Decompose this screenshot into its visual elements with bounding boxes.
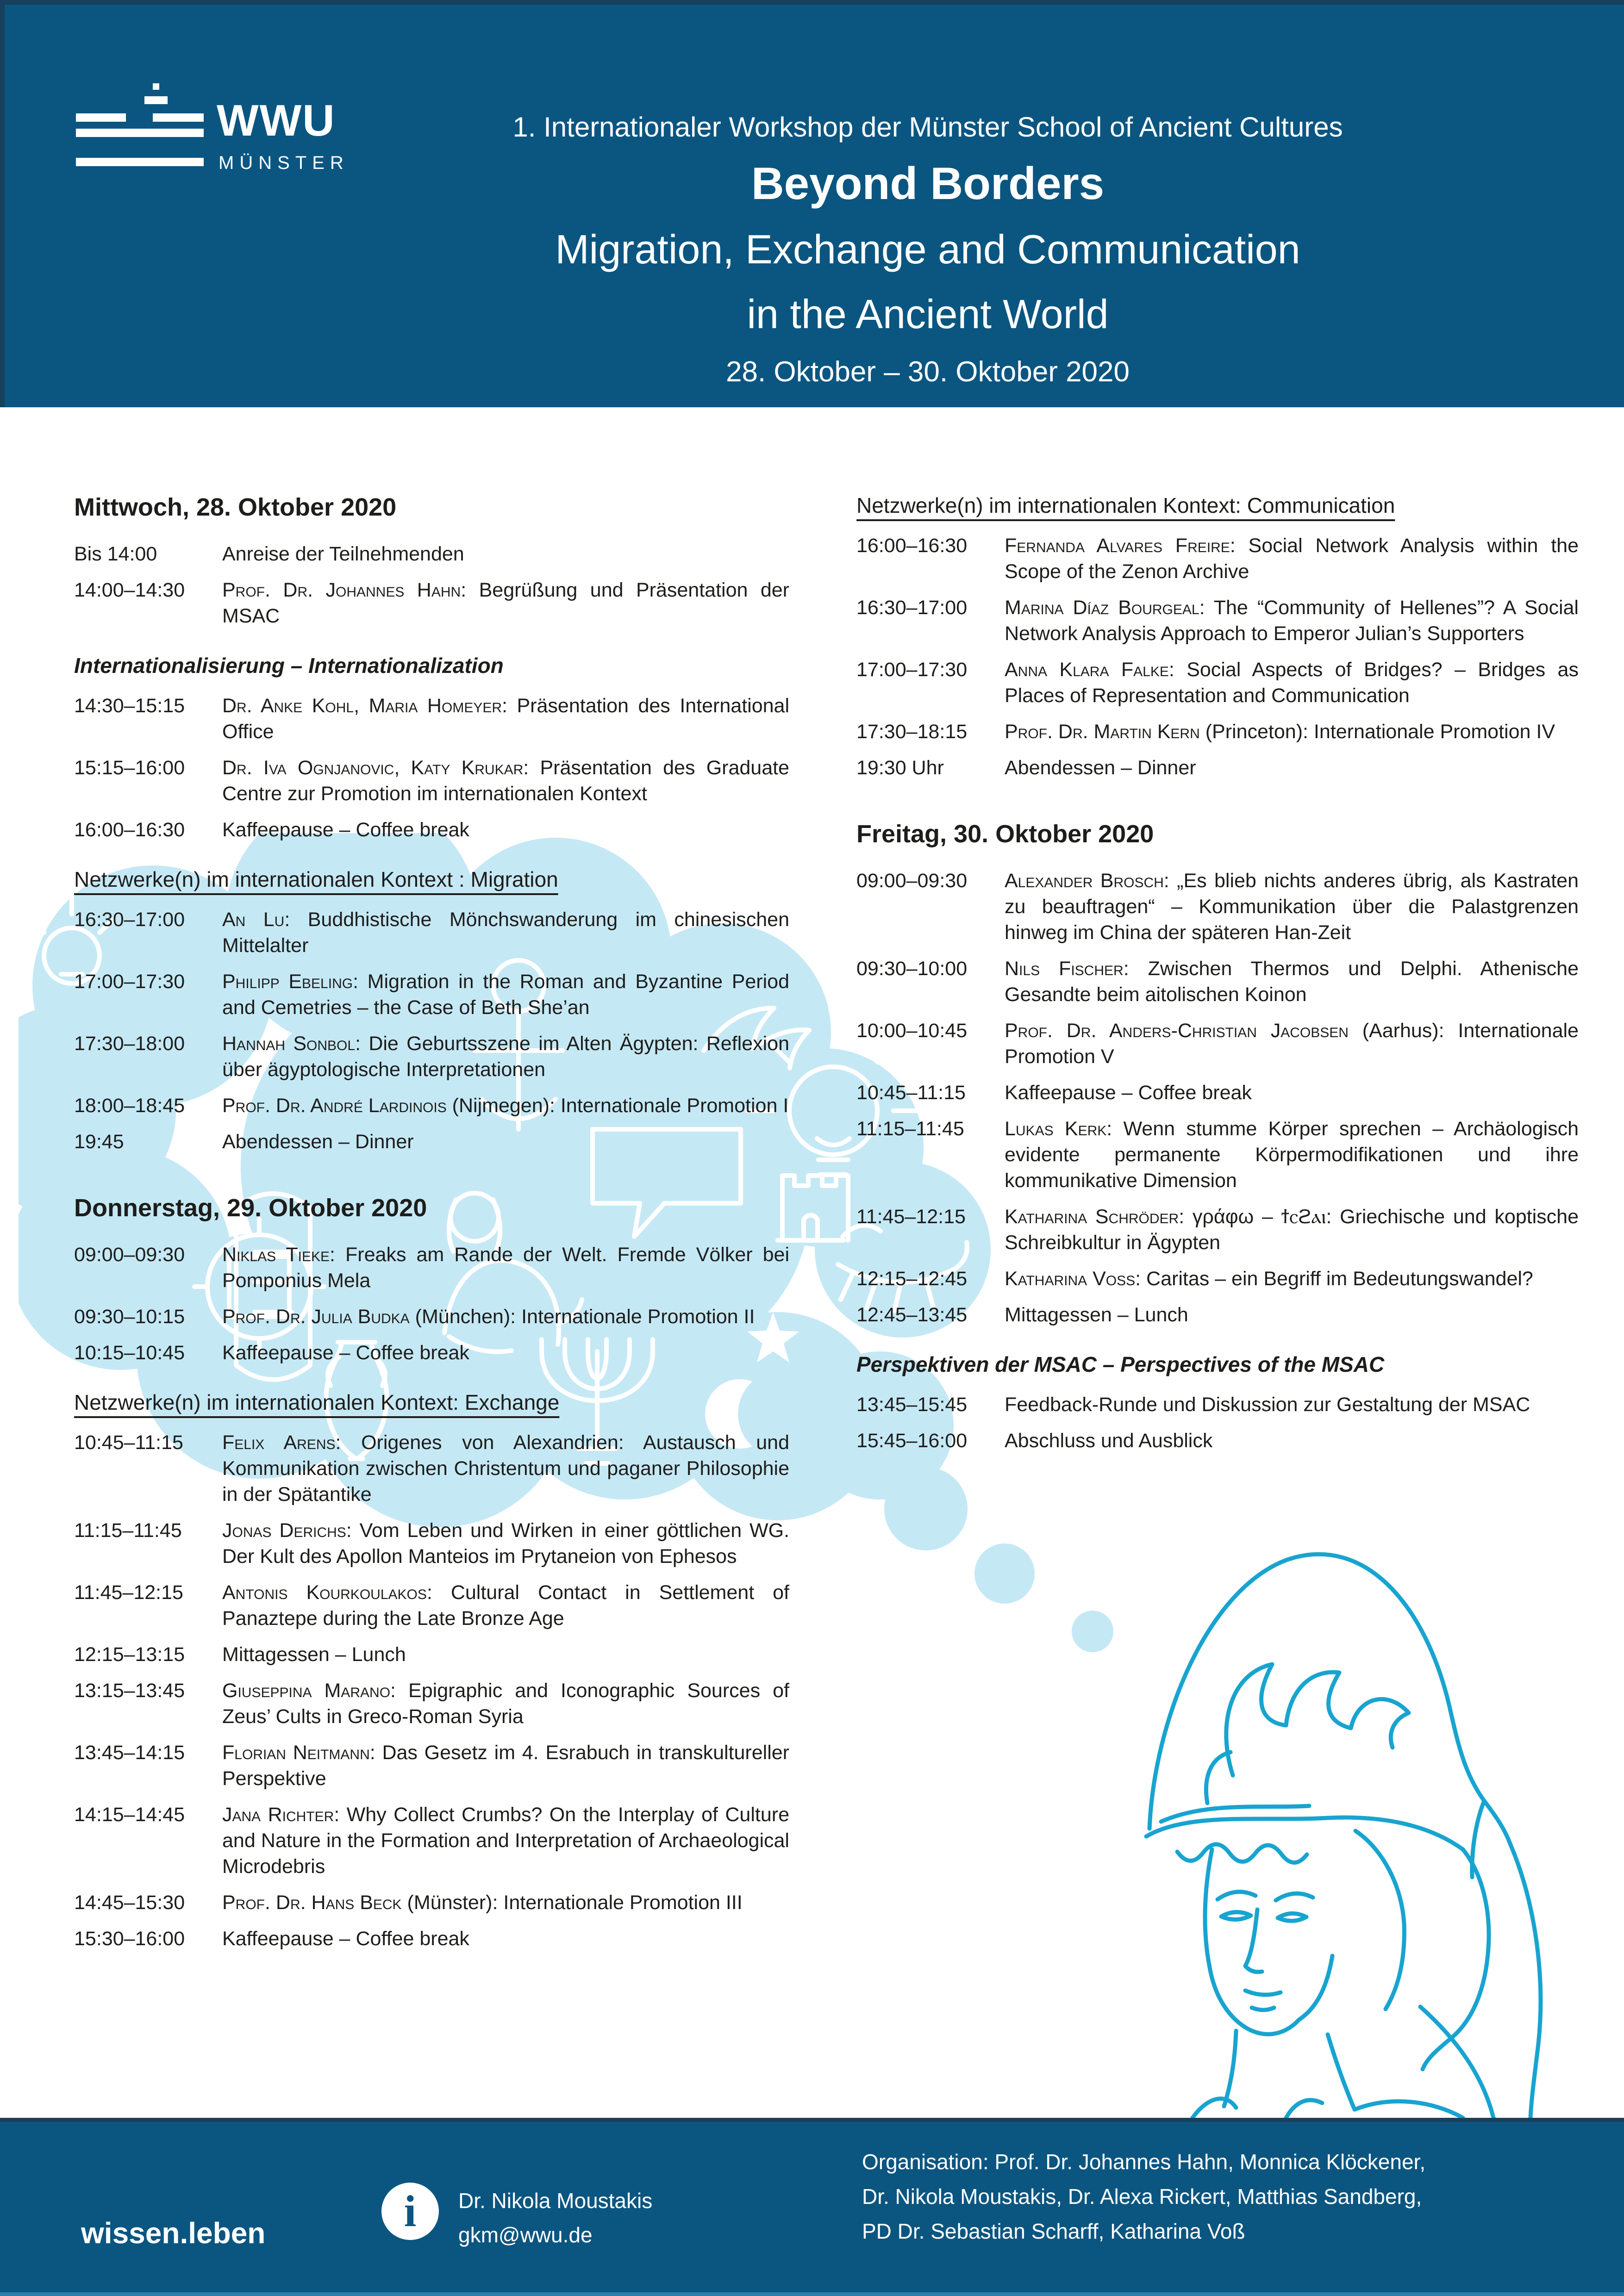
athena-line-drawing <box>1068 1525 1624 2118</box>
schedule-event <box>856 1266 1579 1292</box>
event-description: Giuseppina Marano: Epigraphic and Iconographic Sources of Zeus’ Cults in Greco-Roman Syria <box>222 1680 789 1728</box>
event-description: Abschluss und Ausblick <box>1005 1430 1213 1452</box>
workshop-series-line: 1. Internationaler Workshop der Münster School of Ancient Cultures <box>512 112 1343 143</box>
session-heading: Netzwerke(n) im internationalen Kontext: Exchange <box>74 1390 560 1414</box>
event-time: 15:30–16:00 <box>74 1928 185 1950</box>
logo-castle-bar <box>76 129 204 137</box>
speaker-name: Florian Neitmann <box>222 1742 370 1764</box>
event-description: Abendessen – Dinner <box>222 1131 414 1153</box>
header-titles <box>259 0 1596 407</box>
event-time: 16:00–16:30 <box>856 535 968 557</box>
day-heading: Freitag, 30. Oktober 2020 <box>856 820 1154 848</box>
schedule-event <box>74 1740 789 1792</box>
event-time: 13:15–13:45 <box>74 1680 185 1702</box>
page-header <box>0 0 1624 407</box>
schedule-column-right <box>856 493 1579 1464</box>
speaker-name: Hannah Sonbol <box>222 1033 356 1055</box>
speaker-name: Fernanda Alvares Freire <box>1005 535 1230 557</box>
event-time: 12:15–12:45 <box>856 1268 968 1290</box>
schedule-event <box>856 956 1579 1008</box>
contact-block <box>458 2184 652 2252</box>
event-time: 11:15–11:45 <box>74 1519 182 1542</box>
page-title: Beyond Borders <box>751 158 1105 209</box>
speaker-name: Prof. Dr. André Lardinois <box>222 1095 447 1117</box>
event-time: 10:45–11:15 <box>856 1082 966 1104</box>
speaker-name: Lukas Kerk <box>1005 1118 1107 1140</box>
schedule-event <box>74 1518 789 1569</box>
schedule-event <box>74 1580 789 1631</box>
event-time: 17:30–18:15 <box>856 721 968 743</box>
event-description: Prof. Dr. Hans Beck (Münster): Internationale Promotion III <box>222 1892 743 1914</box>
logo-castle-bar <box>144 96 168 104</box>
schedule-event <box>856 1428 1579 1454</box>
event-time: 17:00–17:30 <box>856 659 968 681</box>
speaker-name: Jonas Derichs <box>222 1519 346 1542</box>
page-footer <box>0 2118 1624 2296</box>
schedule-event <box>856 595 1579 647</box>
event-description: Anna Klara Falke: Social Aspects of Bridges? – Bridges as Places of Representation and Communication <box>1005 659 1579 707</box>
schedule-event <box>74 577 789 629</box>
event-subtitle-line1: Migration, Exchange and Communication <box>555 226 1300 272</box>
schedule-event <box>856 1116 1579 1194</box>
event-time: 13:45–14:15 <box>74 1742 185 1764</box>
event-time: 11:15–11:45 <box>856 1118 964 1140</box>
session-heading: Netzwerke(n) im internationalen Kontext : Migration <box>74 867 558 891</box>
event-description: Katharina Schröder: γράφω – ϯⲥϩⲁⲓ: Griechische und koptische Schreibkultur in Ägypten <box>1005 1206 1579 1254</box>
schedule-event <box>74 1642 789 1668</box>
event-description: Lukas Kerk: Wenn stumme Körper sprechen – Archäologisch evidente permanente Körpermodifikationen und ihre kommunikative Dimension <box>1005 1118 1579 1192</box>
schedule-event <box>856 657 1579 709</box>
organisation-line: Dr. Nikola Moustakis, Dr. Alexa Rickert, Matthias Sandberg, <box>862 2184 1422 2209</box>
schedule-event <box>74 1304 789 1330</box>
speaker-name: Prof. Dr. Hans Beck <box>222 1892 402 1914</box>
session-heading: Perspektiven der MSAC – Perspectives of the MSAC <box>856 1352 1385 1376</box>
event-description: Kaffeepause – Coffee break <box>222 1342 469 1364</box>
claim-wissen-leben: wissen.leben <box>81 2216 266 2250</box>
schedule-event <box>74 969 789 1020</box>
event-description: Feedback-Runde und Diskussion zur Gestaltung der MSAC <box>1005 1394 1530 1416</box>
organisation-line: PD Dr. Sebastian Scharff, Katharina Voß <box>862 2219 1245 2243</box>
organisation-credits <box>862 2145 1584 2249</box>
event-time: 09:00–09:30 <box>856 870 968 892</box>
event-time: 09:00–09:30 <box>74 1244 185 1266</box>
event-description: Antonis Kourkoulakos: Cultural Contact in Settlement of Panaztepe during the Late Bronze Age <box>222 1581 789 1630</box>
schedule-event <box>856 1302 1579 1328</box>
event-description: Alexander Brosch: „Es blieb nichts anderes übrig, als Kastraten zu beauftragen“ – Kommunikation über die Palastgrenzen hinweg im China der späteren Han-Zeit <box>1005 870 1579 944</box>
event-time: 18:00–18:45 <box>74 1095 185 1117</box>
event-time: 14:15–14:45 <box>74 1804 185 1826</box>
event-description: Marina Díaz Bourgeal: The “Community of Hellenes”? A Social Network Analysis Approach to Emperor Julian’s Supporters <box>1005 597 1579 645</box>
speaker-name: Giuseppina Marano <box>222 1680 391 1702</box>
event-description: Philipp Ebeling: Migration in the Roman and Byzantine Period and Cemetries – the Case of Beth She’an <box>222 971 789 1019</box>
schedule-event <box>856 1204 1579 1256</box>
schedule-event <box>856 1080 1579 1106</box>
event-time: 13:45–15:45 <box>856 1394 968 1416</box>
event-description: Kaffeepause – Coffee break <box>1005 1082 1252 1104</box>
speaker-name: Philipp Ebeling <box>222 971 353 993</box>
event-description: Prof. Dr. André Lardinois (Nijmegen): Internationale Promotion I <box>222 1095 789 1117</box>
schedule-event <box>74 907 789 958</box>
speaker-name: Niklas Tieke <box>222 1244 330 1266</box>
event-description: Dr. Iva Ognjanovic, Katy Krukar: Präsentation des Graduate Centre zur Promotion im internationalen Kontext <box>222 757 789 805</box>
logo-city: MÜNSTER <box>219 153 349 173</box>
event-description: An Lu: Buddhistische Mönchswanderung im chinesischen Mittelalter <box>222 908 789 957</box>
event-description: Hannah Sonbol: Die Geburtsszene im Alten Ägypten: Reflexion über ägyptologische Interpretationen <box>222 1033 789 1081</box>
logo-castle-bar <box>153 83 159 90</box>
event-description: Mittagessen – Lunch <box>222 1643 406 1666</box>
event-time: 19:30 Uhr <box>856 757 944 779</box>
schedule-event <box>74 693 789 745</box>
speaker-name: Dr. Iva Ognjanovic, Katy Krukar <box>222 757 524 779</box>
logo-acronym: WWU <box>217 96 336 145</box>
schedule-event <box>856 868 1579 946</box>
schedule-event <box>856 1018 1579 1070</box>
event-time: 16:00–16:30 <box>74 819 185 841</box>
schedule-event <box>74 817 789 843</box>
session-heading: Internationalisierung – Internationalization <box>74 653 504 678</box>
event-time: 09:30–10:00 <box>856 958 968 980</box>
event-description: Prof. Dr. Martin Kern (Princeton): Internationale Promotion IV <box>1005 721 1555 743</box>
day-heading: Mittwoch, 28. Oktober 2020 <box>74 493 397 521</box>
event-description: Kaffeepause – Coffee break <box>222 1928 469 1950</box>
event-description: Fernanda Alvares Freire: Social Network Analysis within the Scope of the Zenon Archive <box>1005 535 1579 583</box>
organisation-line: Organisation: Prof. Dr. Johannes Hahn, Monnica Klöckener, <box>862 2150 1426 2174</box>
schedule-event <box>74 1093 789 1119</box>
event-description: Niklas Tieke: Freaks am Rande der Welt. Fremde Völker bei Pomponius Mela <box>222 1244 790 1292</box>
logo-castle-bar <box>153 113 204 122</box>
schedule-event <box>856 755 1579 781</box>
schedule-event <box>74 541 789 567</box>
event-description: Felix Arens: Origenes von Alexandrien: Austausch und Kommunikation zwischen Christentum und paganer Philosophie in der Spätantike <box>222 1431 789 1506</box>
event-time: 10:45–11:15 <box>74 1431 183 1454</box>
info-icon: i <box>381 2183 439 2240</box>
schedule-event <box>74 1430 789 1507</box>
event-time: 16:30–17:00 <box>856 597 968 619</box>
schedule-event <box>74 1802 789 1879</box>
event-time: 14:30–15:15 <box>74 695 185 717</box>
event-description: Prof. Dr. Anders-Christian Jacobsen (Aarhus): Internationale Promotion V <box>1005 1020 1579 1068</box>
schedule-event <box>856 533 1579 585</box>
speaker-name: Nils Fischer <box>1005 958 1124 980</box>
schedule-event <box>74 1031 789 1083</box>
event-time: 17:00–17:30 <box>74 971 185 993</box>
event-description: Prof. Dr. Johannes Hahn: Begrüßung und Präsentation der MSAC <box>222 579 789 627</box>
event-time: 15:45–16:00 <box>856 1430 968 1452</box>
speaker-name: Marina Díaz Bourgeal <box>1005 597 1199 619</box>
speaker-name: Jana Richter <box>222 1804 334 1826</box>
schedule-event <box>74 1890 789 1916</box>
contact-email: gkm@wwu.de <box>458 2223 593 2247</box>
event-description: Prof. Dr. Julia Budka (München): Internationale Promotion II <box>222 1306 755 1328</box>
speaker-name: Alexander Brosch <box>1005 870 1164 892</box>
event-description: Kaffeepause – Coffee break <box>222 819 469 841</box>
event-time: 17:30–18:00 <box>74 1033 185 1055</box>
schedule-event <box>74 1129 789 1155</box>
event-description: Jana Richter: Why Collect Crumbs? On the Interplay of Culture and Nature in the Formation and Interpretation of Archaeological Microdebris <box>222 1804 789 1878</box>
speaker-name: Prof. Dr. Martin Kern <box>1005 721 1200 743</box>
event-time: 16:30–17:00 <box>74 908 185 931</box>
contact-name: Dr. Nikola Moustakis <box>458 2189 653 2213</box>
speaker-name: Antonis Kourkoulakos <box>222 1581 427 1604</box>
event-time: 12:45–13:45 <box>856 1304 968 1326</box>
schedule-event <box>74 755 789 807</box>
schedule-event <box>74 1242 789 1294</box>
speaker-name: Dr. Anke Kohl, Maria Homeyer <box>222 695 502 717</box>
speaker-name: Felix Arens <box>222 1431 336 1454</box>
event-time: 14:45–15:30 <box>74 1892 185 1914</box>
speaker-name: Anna Klara Falke <box>1005 659 1169 681</box>
event-description: Mittagessen – Lunch <box>1005 1304 1188 1326</box>
speaker-name: Prof. Dr. Julia Budka <box>222 1306 410 1328</box>
schedule-event <box>856 1392 1579 1418</box>
event-description: Katharina Voß: Caritas – ein Begriff im Bedeutungswandel? <box>1005 1268 1533 1290</box>
session-heading: Netzwerke(n) im internationalen Kontext: Communication <box>856 493 1395 517</box>
logo-castle-bar <box>76 158 204 166</box>
event-time: 09:30–10:15 <box>74 1306 185 1328</box>
event-time: Bis 14:00 <box>74 543 157 565</box>
event-time: 11:45–12:15 <box>856 1206 966 1228</box>
speaker-name: An Lu <box>222 908 285 931</box>
event-description: Nils Fischer: Zwischen Thermos und Delphi. Athenische Gesandte beim aitolischen Koinon <box>1005 958 1579 1006</box>
schedule-event <box>856 719 1579 745</box>
schedule-column-left <box>74 493 789 1962</box>
event-description: Abendessen – Dinner <box>1005 757 1196 779</box>
event-time: 19:45 <box>74 1131 124 1153</box>
speaker-name: Katharina Schröder <box>1005 1206 1179 1228</box>
day-heading: Donnerstag, 29. Oktober 2020 <box>74 1194 427 1222</box>
event-time: 10:00–10:45 <box>856 1020 968 1042</box>
schedule-event <box>74 1340 789 1366</box>
event-time: 12:15–13:15 <box>74 1643 185 1666</box>
event-dates: 28. Oktober – 30. Oktober 2020 <box>726 356 1130 388</box>
event-time: 14:00–14:30 <box>74 579 185 601</box>
speaker-name: Prof. Dr. Johannes Hahn <box>222 579 461 601</box>
event-time: 11:45–12:15 <box>74 1581 183 1604</box>
event-time: 10:15–10:45 <box>74 1342 185 1364</box>
event-description: Jonas Derichs: Vom Leben und Wirken in einer göttlichen WG. Der Kult des Apollon Manteios im Prytaneion von Ephesos <box>222 1519 789 1568</box>
event-description: Florian Neitmann: Das Gesetz im 4. Esrabuch in transkultureller Perspektive <box>222 1742 789 1790</box>
event-subtitle-line2: in the Ancient World <box>747 291 1109 337</box>
event-description: Anreise der Teilnehmenden <box>222 543 464 565</box>
speaker-name: Katharina Voß <box>1005 1268 1136 1290</box>
schedule-event <box>74 1926 789 1952</box>
speaker-name: Prof. Dr. Anders-Christian Jacobsen <box>1005 1020 1349 1042</box>
schedule-event <box>74 1678 789 1730</box>
event-time: 15:15–16:00 <box>74 757 185 779</box>
event-description: Dr. Anke Kohl, Maria Homeyer: Präsentation des International Office <box>222 695 789 743</box>
logo-castle-bar <box>76 113 126 122</box>
